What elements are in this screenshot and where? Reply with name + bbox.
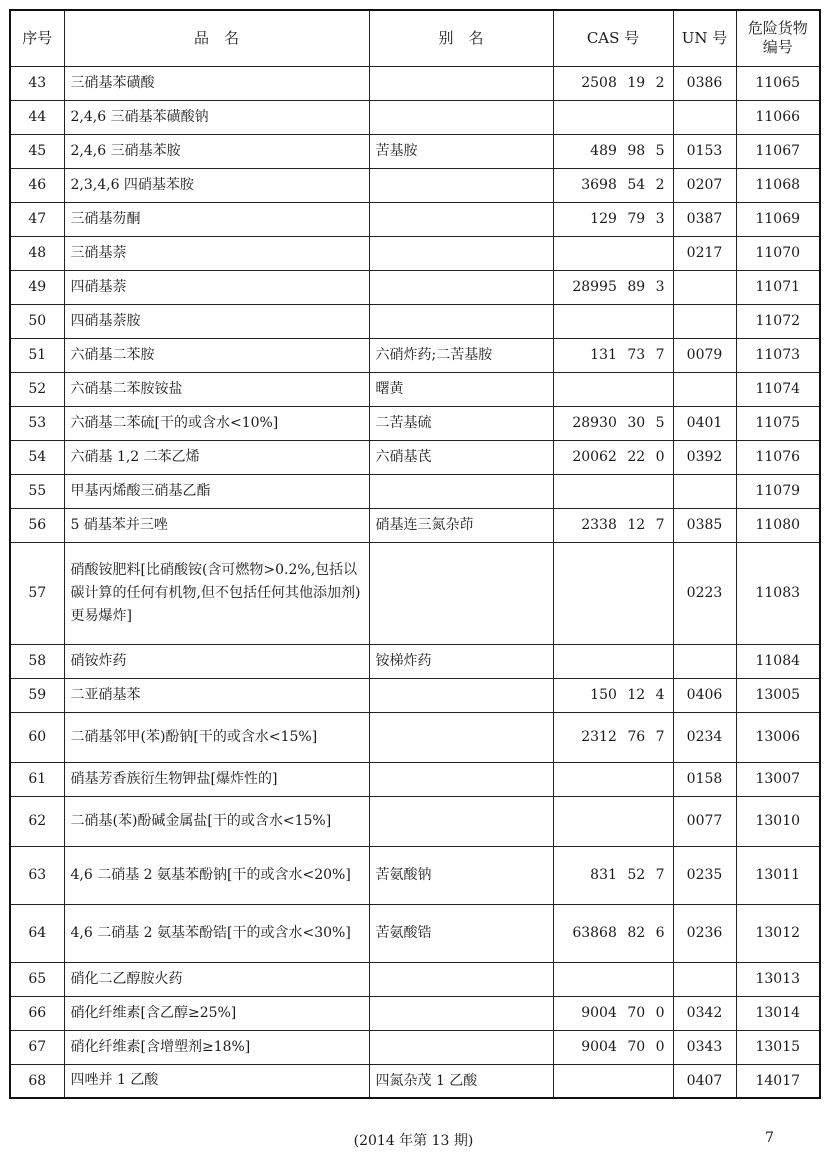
un-number: 0223	[673, 542, 736, 644]
dangerous-goods-number: 11079	[736, 474, 820, 508]
table-row	[10, 762, 820, 796]
alias-name	[369, 962, 553, 996]
table-row	[10, 904, 820, 962]
cas-number: 28995 89 3	[553, 270, 673, 304]
alias-name	[369, 202, 553, 236]
product-name: 六硝基二苯硫[干的或含水<10%]	[64, 406, 369, 440]
row-number: 43	[10, 66, 64, 100]
table-row	[10, 202, 820, 236]
alias-name	[369, 100, 553, 134]
un-number: 0385	[673, 508, 736, 542]
table-row	[10, 1030, 820, 1064]
cas-number: 63868 82 6	[553, 904, 673, 962]
table-header-row	[10, 10, 820, 66]
alias-name	[369, 236, 553, 270]
product-name: 二硝基(苯)酚碱金属盐[干的或含水<15%]	[64, 796, 369, 846]
row-number: 60	[10, 712, 64, 762]
row-number: 47	[10, 202, 64, 236]
table-row	[10, 304, 820, 338]
row-number: 55	[10, 474, 64, 508]
product-name: 2,4,6 三硝基苯胺	[64, 134, 369, 168]
row-number: 64	[10, 904, 64, 962]
dangerous-goods-number: 11084	[736, 644, 820, 678]
product-name: 二亚硝基苯	[64, 678, 369, 712]
header-dg-number	[736, 10, 820, 66]
un-number: 0234	[673, 712, 736, 762]
un-number: 0343	[673, 1030, 736, 1064]
table-row	[10, 712, 820, 762]
table-row	[10, 474, 820, 508]
alias-name	[369, 712, 553, 762]
dangerous-goods-number: 11080	[736, 508, 820, 542]
row-number: 57	[10, 542, 64, 644]
alias-name	[369, 796, 553, 846]
header-cas: CAS 号	[553, 10, 673, 66]
product-name: 硝化二乙醇胺火药	[64, 962, 369, 996]
row-number: 45	[10, 134, 64, 168]
table-row	[10, 440, 820, 474]
table-row	[10, 996, 820, 1030]
row-number: 59	[10, 678, 64, 712]
table-row	[10, 644, 820, 678]
dangerous-goods-number: 11076	[736, 440, 820, 474]
page-number: 7	[765, 1130, 774, 1146]
table-row	[10, 846, 820, 904]
alias-name: 六硝基芪	[369, 440, 553, 474]
cas-number: 20062 22 0	[553, 440, 673, 474]
product-name: 四硝基萘	[64, 270, 369, 304]
product-name: 甲基丙烯酸三硝基乙酯	[64, 474, 369, 508]
dangerous-goods-number: 13015	[736, 1030, 820, 1064]
un-number: 0153	[673, 134, 736, 168]
un-number	[673, 304, 736, 338]
un-number: 0386	[673, 66, 736, 100]
cas-number	[553, 762, 673, 796]
alias-name	[369, 66, 553, 100]
cas-number: 3698 54 2	[553, 168, 673, 202]
table-row	[10, 962, 820, 996]
alias-name	[369, 1030, 553, 1064]
alias-name: 苦氨酸钠	[369, 846, 553, 904]
dangerous-goods-number: 11083	[736, 542, 820, 644]
cas-number	[553, 304, 673, 338]
row-number: 66	[10, 996, 64, 1030]
cas-number: 150 12 4	[553, 678, 673, 712]
row-number: 48	[10, 236, 64, 270]
row-number: 56	[10, 508, 64, 542]
product-name: 三硝基苯磺酸	[64, 66, 369, 100]
alias-name	[369, 996, 553, 1030]
alias-name: 六硝炸药;二苦基胺	[369, 338, 553, 372]
alias-name: 苦氨酸锆	[369, 904, 553, 962]
alias-name: 苦基胺	[369, 134, 553, 168]
product-name: 硝酸铵肥料[比硝酸铵(含可燃物>0.2%,包括以碳计算的任何有机物,但不包括任何其他添加剂)更易爆炸]	[64, 542, 369, 644]
cas-number: 129 79 3	[553, 202, 673, 236]
table-row	[10, 100, 820, 134]
row-number: 49	[10, 270, 64, 304]
hazardous-goods-table	[9, 9, 821, 1099]
dangerous-goods-number: 11066	[736, 100, 820, 134]
un-number	[673, 962, 736, 996]
row-number: 67	[10, 1030, 64, 1064]
table-row	[10, 796, 820, 846]
row-number: 50	[10, 304, 64, 338]
product-name: 硝化纤维素[含乙醇≥25%]	[64, 996, 369, 1030]
table-row	[10, 338, 820, 372]
dangerous-goods-number: 13011	[736, 846, 820, 904]
row-number: 63	[10, 846, 64, 904]
alias-name: 曙黄	[369, 372, 553, 406]
dangerous-goods-number: 11065	[736, 66, 820, 100]
dangerous-goods-number: 13005	[736, 678, 820, 712]
cas-number	[553, 236, 673, 270]
row-number: 52	[10, 372, 64, 406]
cas-number: 831 52 7	[553, 846, 673, 904]
un-number: 0392	[673, 440, 736, 474]
row-number: 54	[10, 440, 64, 474]
product-name: 2,4,6 三硝基苯磺酸钠	[64, 100, 369, 134]
dangerous-goods-number: 11070	[736, 236, 820, 270]
cas-number	[553, 474, 673, 508]
product-name: 四硝基萘胺	[64, 304, 369, 338]
un-number: 0077	[673, 796, 736, 846]
cas-number	[553, 542, 673, 644]
dangerous-goods-number: 11067	[736, 134, 820, 168]
row-number: 46	[10, 168, 64, 202]
row-number: 68	[10, 1064, 64, 1098]
table-row	[10, 542, 820, 644]
table-row	[10, 1064, 820, 1098]
product-name: 5 硝基苯并三唑	[64, 508, 369, 542]
table-row	[10, 236, 820, 270]
table-row	[10, 168, 820, 202]
table-row	[10, 508, 820, 542]
dangerous-goods-number: 11075	[736, 406, 820, 440]
dangerous-goods-number: 11073	[736, 338, 820, 372]
product-name: 2,3,4,6 四硝基苯胺	[64, 168, 369, 202]
dangerous-goods-number: 13006	[736, 712, 820, 762]
alias-name: 二苦基硫	[369, 406, 553, 440]
product-name: 4,6 二硝基 2 氨基苯酚锆[干的或含水<30%]	[64, 904, 369, 962]
cas-number: 489 98 5	[553, 134, 673, 168]
cas-number: 28930 30 5	[553, 406, 673, 440]
un-number: 0401	[673, 406, 736, 440]
header-alias: 别 名	[369, 10, 553, 66]
table-row	[10, 372, 820, 406]
dangerous-goods-number: 13013	[736, 962, 820, 996]
cas-number	[553, 962, 673, 996]
product-name: 硝化纤维素[含增塑剂≥18%]	[64, 1030, 369, 1064]
cas-number	[553, 100, 673, 134]
table-row	[10, 270, 820, 304]
product-name: 三硝基芴酮	[64, 202, 369, 236]
product-name: 4,6 二硝基 2 氨基苯酚钠[干的或含水<20%]	[64, 846, 369, 904]
alias-name	[369, 270, 553, 304]
un-number: 0342	[673, 996, 736, 1030]
header-dg-line2: 编号	[762, 38, 793, 57]
document-page	[9, 9, 819, 1099]
header-no: 序号	[10, 10, 64, 66]
dangerous-goods-number: 13014	[736, 996, 820, 1030]
alias-name	[369, 168, 553, 202]
alias-name	[369, 542, 553, 644]
header-dg-line1: 危险货物	[747, 19, 808, 38]
dangerous-goods-number: 11069	[736, 202, 820, 236]
un-number: 0079	[673, 338, 736, 372]
product-name: 二硝基邻甲(苯)酚钠[干的或含水<15%]	[64, 712, 369, 762]
un-number: 0407	[673, 1064, 736, 1098]
product-name: 四唑并 1 乙酸	[64, 1064, 369, 1098]
table-row	[10, 406, 820, 440]
un-number: 0236	[673, 904, 736, 962]
product-name: 六硝基二苯胺铵盐	[64, 372, 369, 406]
issue-label: (2014 年第 13 期)	[353, 1133, 474, 1149]
row-number: 62	[10, 796, 64, 846]
row-number: 53	[10, 406, 64, 440]
alias-name	[369, 762, 553, 796]
table-row	[10, 134, 820, 168]
dangerous-goods-number: 13010	[736, 796, 820, 846]
cas-number: 2338 12 7	[553, 508, 673, 542]
alias-name: 铵梯炸药	[369, 644, 553, 678]
un-number: 0387	[673, 202, 736, 236]
row-number: 61	[10, 762, 64, 796]
cas-number: 2508 19 2	[553, 66, 673, 100]
cas-number	[553, 796, 673, 846]
cas-number	[553, 1064, 673, 1098]
dangerous-goods-number: 13012	[736, 904, 820, 962]
product-name: 硝铵炸药	[64, 644, 369, 678]
cas-number: 9004 70 0	[553, 1030, 673, 1064]
cas-number: 131 73 7	[553, 338, 673, 372]
table-row	[10, 66, 820, 100]
alias-name	[369, 304, 553, 338]
alias-name: 四氮杂茂 1 乙酸	[369, 1064, 553, 1098]
dangerous-goods-number: 14017	[736, 1064, 820, 1098]
table-row	[10, 678, 820, 712]
product-name: 三硝基萘	[64, 236, 369, 270]
row-number: 65	[10, 962, 64, 996]
un-number	[673, 270, 736, 304]
table-body	[10, 66, 820, 1098]
header-un: UN 号	[673, 10, 736, 66]
cas-number: 9004 70 0	[553, 996, 673, 1030]
un-number: 0406	[673, 678, 736, 712]
dangerous-goods-number: 13007	[736, 762, 820, 796]
alias-name	[369, 474, 553, 508]
dangerous-goods-number: 11071	[736, 270, 820, 304]
un-number: 0207	[673, 168, 736, 202]
dangerous-goods-number: 11068	[736, 168, 820, 202]
alias-name: 硝基连三氮杂茚	[369, 508, 553, 542]
row-number: 51	[10, 338, 64, 372]
un-number	[673, 372, 736, 406]
dangerous-goods-number: 11072	[736, 304, 820, 338]
un-number: 0158	[673, 762, 736, 796]
un-number: 0217	[673, 236, 736, 270]
product-name: 六硝基 1,2 二苯乙烯	[64, 440, 369, 474]
un-number	[673, 644, 736, 678]
row-number: 58	[10, 644, 64, 678]
un-number	[673, 474, 736, 508]
dangerous-goods-number: 11074	[736, 372, 820, 406]
product-name: 硝基芳香族衍生物钾盐[爆炸性的]	[64, 762, 369, 796]
un-number: 0235	[673, 846, 736, 904]
un-number	[673, 100, 736, 134]
row-number: 44	[10, 100, 64, 134]
cas-number	[553, 644, 673, 678]
header-name: 品 名	[64, 10, 369, 66]
cas-number: 2312 76 7	[553, 712, 673, 762]
product-name: 六硝基二苯胺	[64, 338, 369, 372]
cas-number	[553, 372, 673, 406]
alias-name	[369, 678, 553, 712]
